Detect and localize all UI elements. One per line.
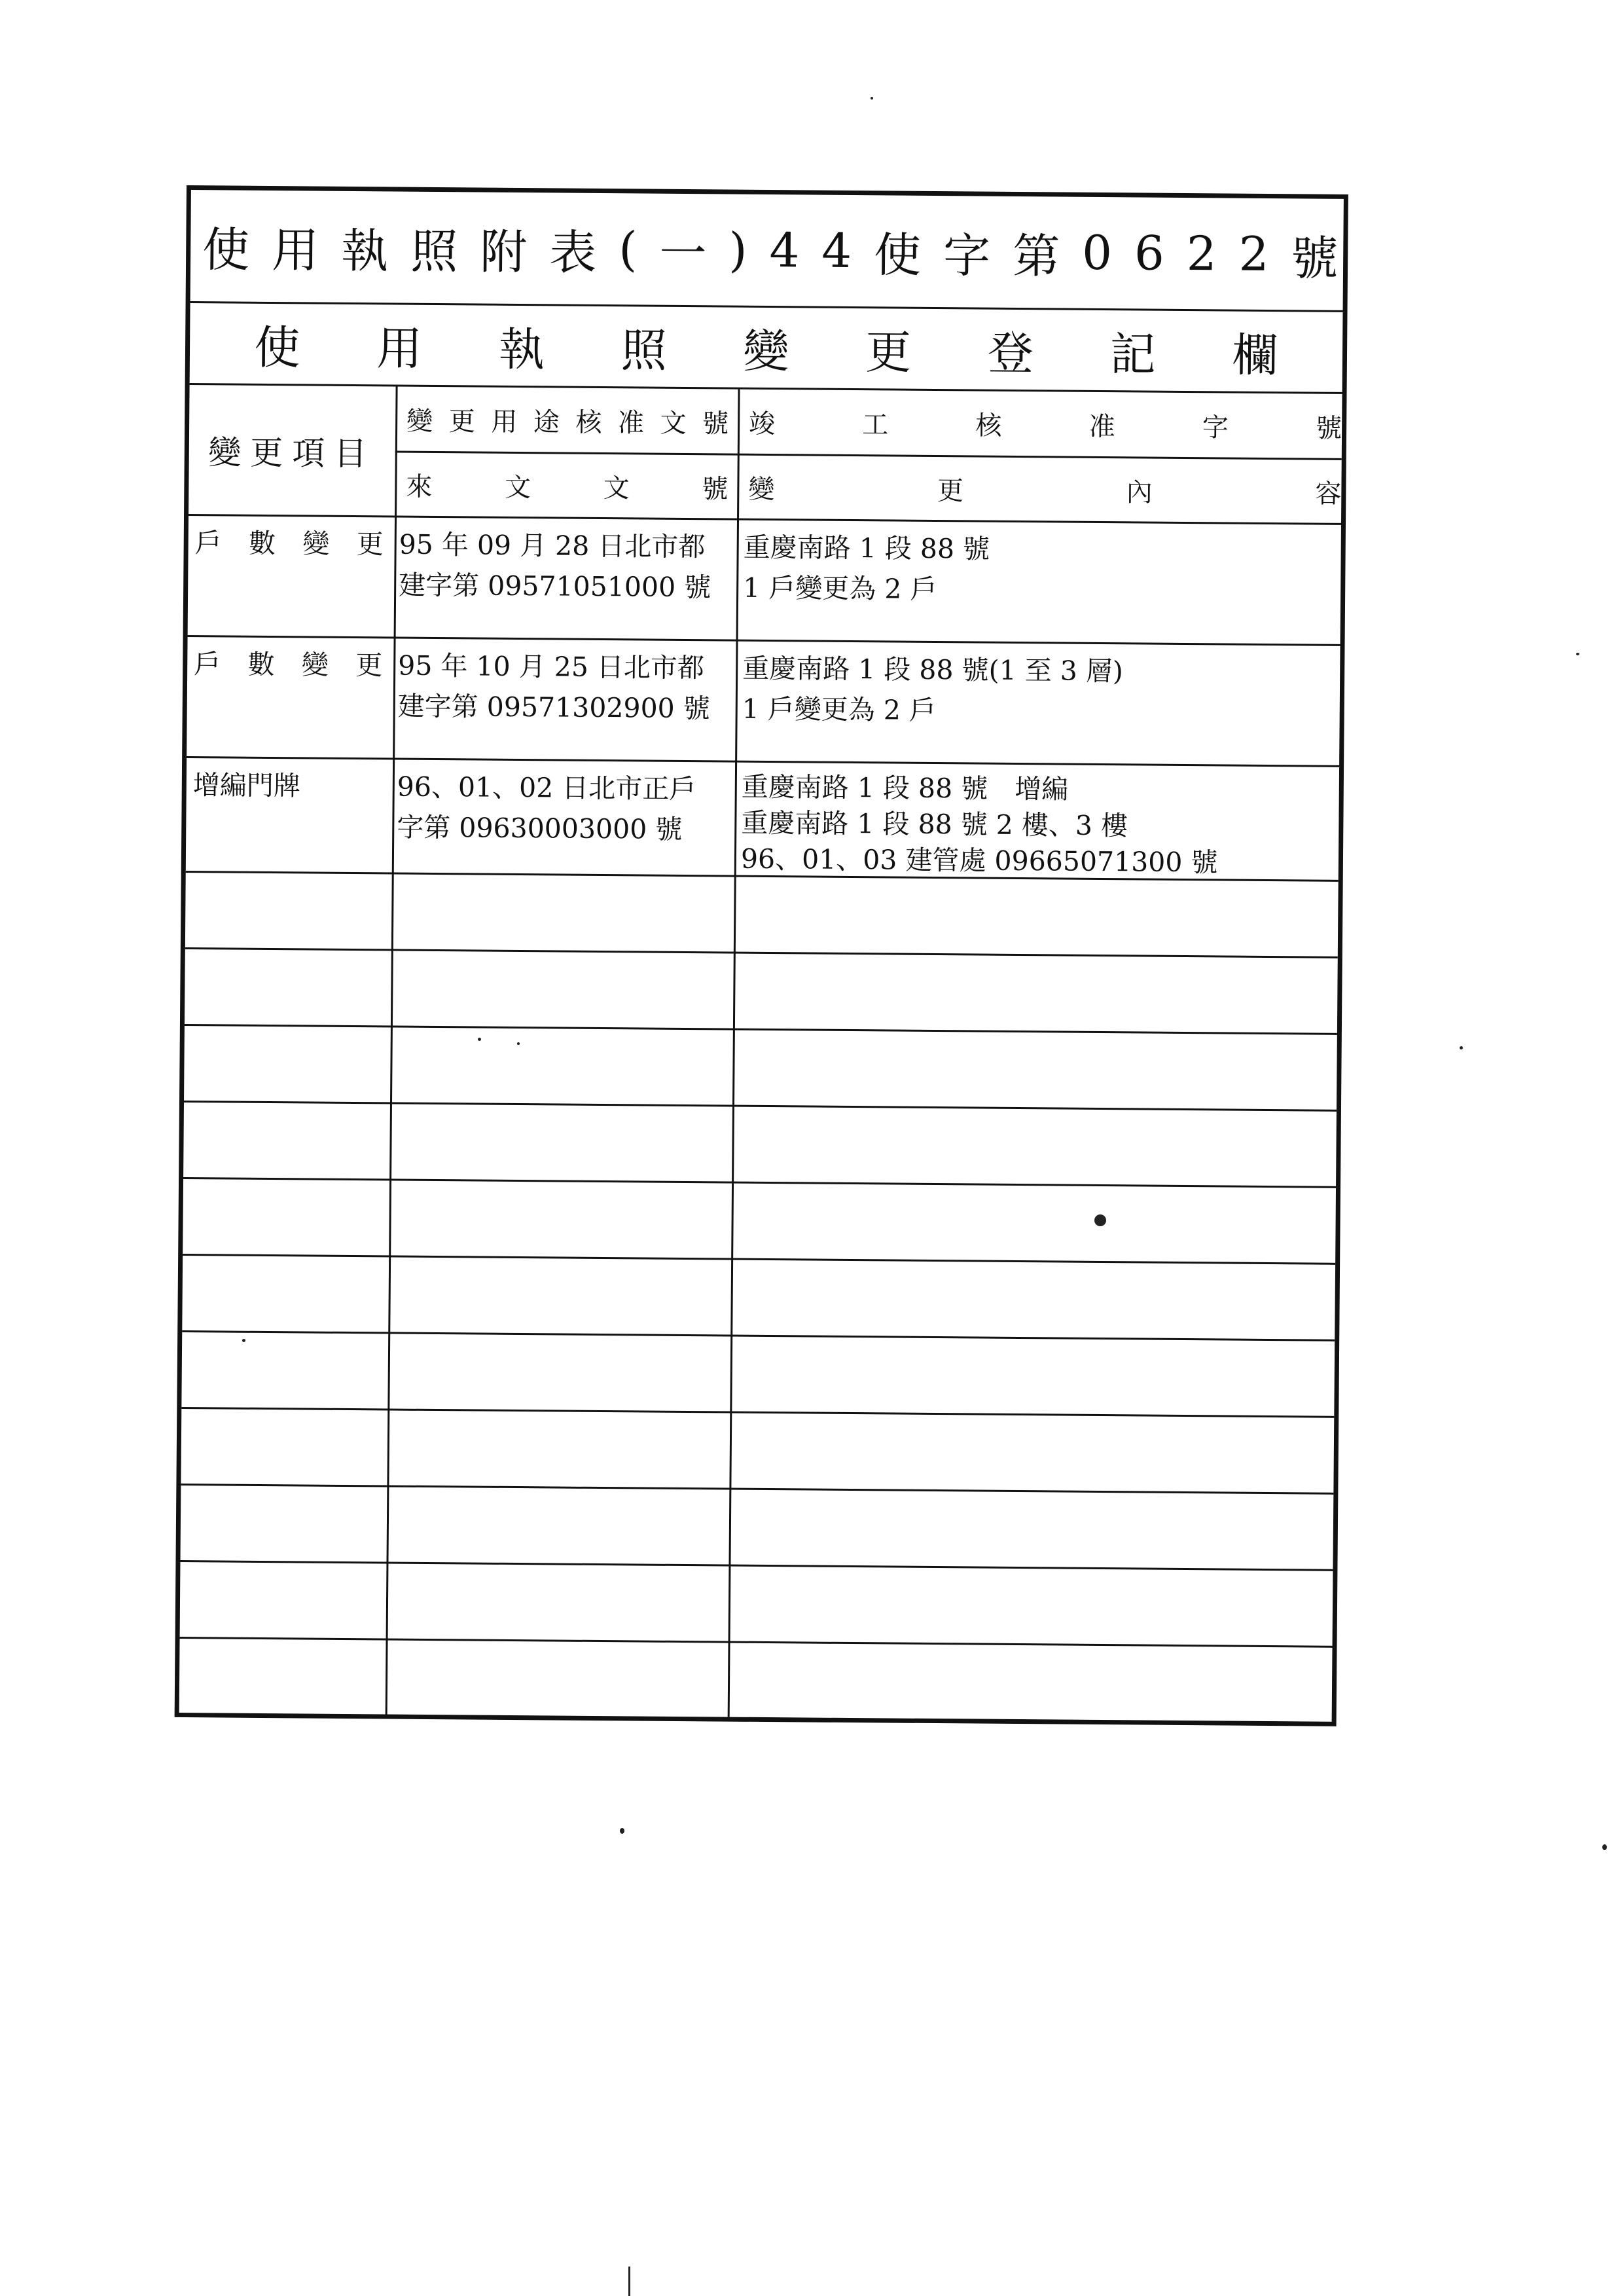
- heading-char: 更: [865, 325, 912, 380]
- scan-speck: [478, 1038, 481, 1041]
- empty-table-row: [185, 949, 1338, 1035]
- heading-char: 變: [743, 324, 789, 378]
- empty-table-row: [183, 1102, 1337, 1188]
- change-item-char: 數: [248, 527, 276, 560]
- change-content-line: 96、01、03 建管處 09665071300 號: [740, 843, 1218, 879]
- empty-table-row: [180, 1485, 1333, 1571]
- doc-number-line: 字第 09630003000 號: [397, 811, 683, 845]
- heading-char: 照: [620, 323, 668, 378]
- header-char: 竣: [748, 409, 776, 439]
- approval-doc-number-header: [397, 387, 738, 454]
- register-grid: [179, 385, 1342, 1722]
- title-char: 2: [1186, 226, 1239, 282]
- header-char: 來: [406, 471, 433, 502]
- title-char: 6: [1134, 225, 1187, 282]
- header-char: 容: [1315, 479, 1342, 509]
- heading-char: 登: [987, 326, 1034, 380]
- table-header: [189, 385, 1342, 525]
- header-char: 號: [702, 408, 729, 439]
- change-content-line: 1 戶變更為 2 戶: [742, 693, 937, 727]
- header-char: 號: [702, 473, 728, 505]
- change-item-char: 更: [355, 649, 383, 682]
- incoming-doc-number-header: [397, 452, 738, 519]
- header-char: 更: [937, 475, 964, 506]
- change-content-line: 重慶南路 1 段 88 號: [743, 531, 990, 565]
- header-char: 內: [1126, 477, 1153, 508]
- title-char: 使: [202, 222, 272, 278]
- doc-number-line: 95 年 10 月 25 日北市都: [398, 649, 705, 684]
- title-char: 2: [1238, 226, 1291, 282]
- scan-speck: [1602, 1844, 1607, 1850]
- header-char: 文: [660, 408, 687, 439]
- table-row: [188, 516, 1341, 646]
- completion-approval-number-header: [740, 390, 1352, 458]
- doc-number-cell: [399, 518, 740, 608]
- doc-number-cell: [397, 760, 738, 850]
- license-change-table: [175, 185, 1361, 1726]
- scan-speck: [1094, 1214, 1106, 1226]
- change-content-cell: [741, 763, 1344, 882]
- table-row: [187, 637, 1340, 767]
- title-char: 4: [821, 223, 874, 279]
- title-char: 0: [1081, 225, 1135, 281]
- header-char: 准: [1088, 411, 1115, 442]
- heading-char: 執: [498, 322, 545, 376]
- title-char: 一: [659, 225, 729, 282]
- doc-number-line: 建字第 09571051000 號: [399, 569, 711, 604]
- change-item-cell: [194, 516, 391, 564]
- empty-table-row: [179, 1639, 1333, 1724]
- change-item-char: 戶: [194, 648, 221, 680]
- scan-speck: [517, 1042, 520, 1045]
- doc-number-line: 96、01、02 日北市正戶: [397, 771, 696, 805]
- change-item-char: 變: [302, 528, 330, 560]
- header-char: 變: [406, 406, 433, 437]
- change-content-cell: [742, 642, 1345, 734]
- change-item-header: 變更項目: [208, 433, 376, 473]
- heading-char: 使: [254, 320, 300, 374]
- title-char: 執: [340, 223, 411, 279]
- scan-speck: [871, 97, 873, 100]
- scan-speck: [1460, 1046, 1463, 1049]
- change-content-line: 重慶南路 1 段 88 號(1 至 3 層): [742, 652, 1124, 687]
- header-char: 變: [748, 474, 775, 505]
- change-content-line: 重慶南路 1 段 88 號 增編: [741, 771, 1069, 805]
- heading-char: 欄: [1232, 328, 1278, 382]
- change-item-char: 變: [301, 649, 329, 681]
- change-content-line: 1 戶變更為 2 戶: [743, 572, 937, 606]
- empty-table-row: [181, 1332, 1335, 1418]
- title-char: 4: [769, 222, 822, 278]
- empty-table-row: [184, 1026, 1337, 1112]
- empty-table-row: [181, 1409, 1334, 1495]
- header-char: 字: [1202, 412, 1229, 443]
- title-char: (: [619, 221, 660, 277]
- title-char: 用: [271, 223, 342, 278]
- scan-speck: [620, 1828, 624, 1834]
- header-char: 文: [603, 473, 630, 503]
- empty-table-row: [185, 873, 1339, 958]
- change-content-header: [739, 455, 1351, 524]
- change-item-cell: [194, 637, 391, 685]
- title-char: 照: [410, 223, 480, 280]
- change-item-char: 更: [356, 528, 384, 560]
- change-item-char: 戶: [194, 527, 222, 559]
- title-char: ): [728, 222, 770, 278]
- change-content-line: 重慶南路 1 段 88 號 2 樓、3 樓: [741, 807, 1128, 842]
- change-content-cell: [743, 520, 1346, 613]
- header-char: 途: [533, 407, 560, 437]
- doc-number-line: 建字第 09571302900 號: [397, 690, 710, 725]
- table-row: [186, 758, 1339, 882]
- header-char: 文: [504, 472, 531, 503]
- header-char: 更: [448, 406, 475, 437]
- empty-table-row: [183, 1179, 1336, 1265]
- scan-speck: [1576, 653, 1579, 655]
- license-title: [190, 190, 1361, 312]
- header-char: 號: [1315, 413, 1342, 444]
- title-char: 字: [943, 228, 1013, 283]
- title-char: 表: [548, 225, 619, 281]
- header-char: 工: [862, 409, 889, 440]
- doc-number-line: 95 年 09 月 28 日北市都: [399, 528, 706, 563]
- title-char: 號: [1291, 230, 1361, 287]
- empty-table-row: [180, 1562, 1333, 1648]
- change-item-char: 增編門牌: [192, 769, 300, 802]
- empty-table-row: [182, 1256, 1335, 1341]
- header-char: 准: [617, 407, 645, 439]
- title-char: 使: [873, 227, 944, 283]
- title-char: 第: [1012, 228, 1083, 284]
- header-char: 核: [575, 407, 602, 438]
- header-char: 核: [975, 410, 1002, 441]
- change-item-char: 數: [247, 648, 275, 681]
- scan-speck: [242, 1339, 245, 1342]
- heading-char: 記: [1109, 327, 1157, 382]
- heading-char: 用: [376, 321, 423, 376]
- header-char: 用: [491, 407, 518, 437]
- title-char: 附: [479, 224, 550, 280]
- change-item-cell: [193, 758, 390, 807]
- change-register-heading: [190, 303, 1343, 394]
- doc-number-cell: [398, 639, 739, 729]
- scan-mark: [628, 2267, 630, 2296]
